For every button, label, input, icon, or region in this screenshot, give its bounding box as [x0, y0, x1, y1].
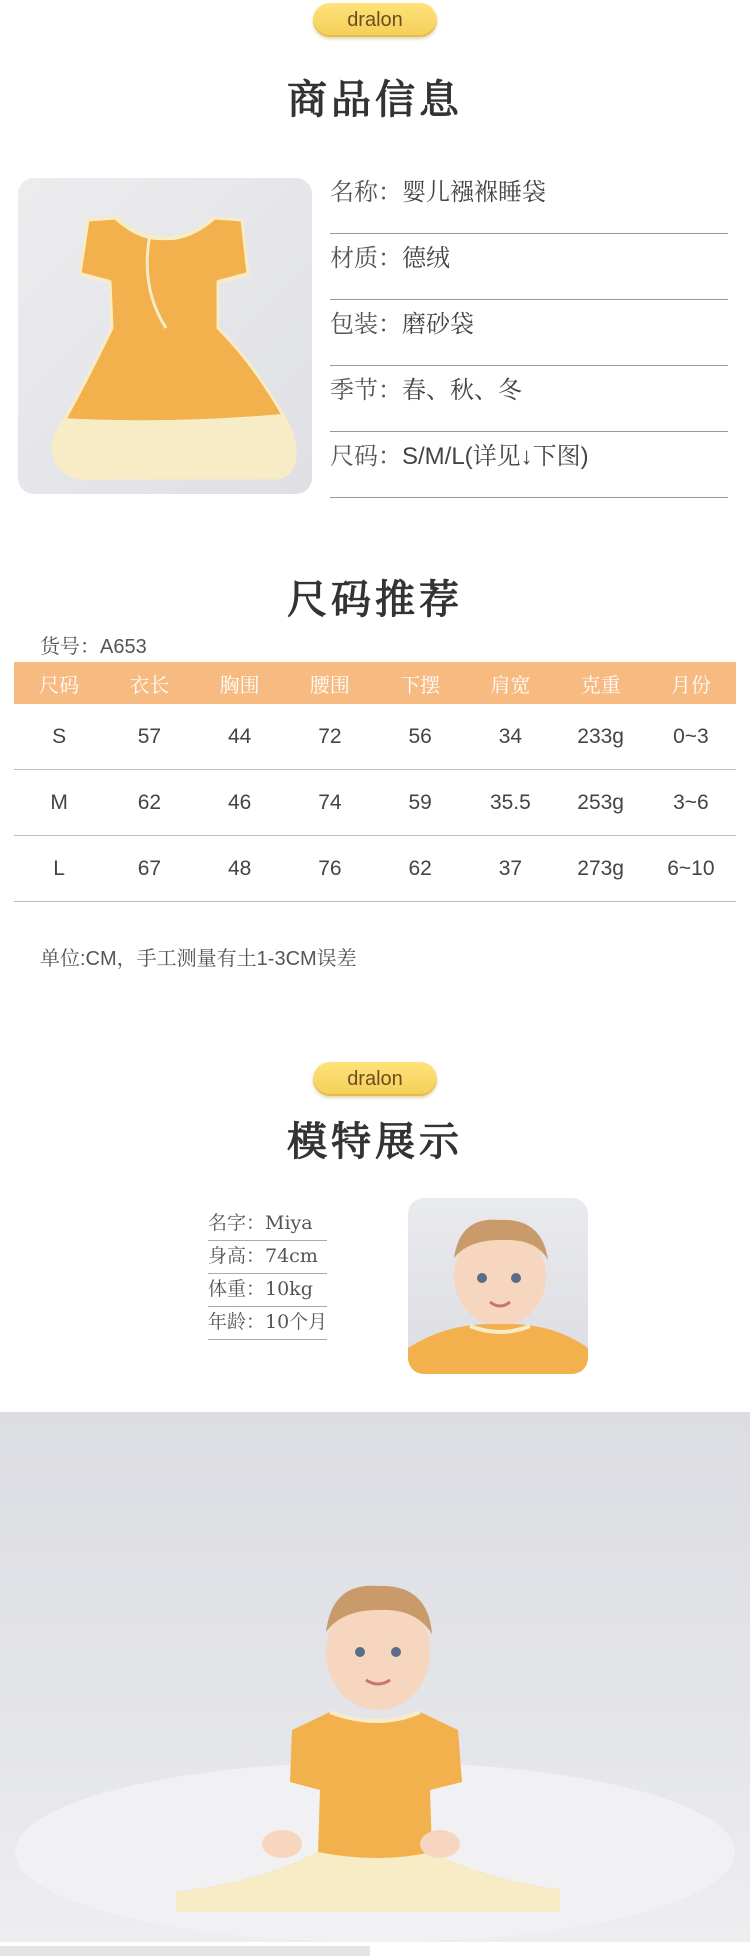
table-cell: 57 — [137, 724, 162, 748]
table-cell: 37 — [498, 856, 523, 880]
sleep-sack-illustration — [18, 178, 312, 494]
header-cell: 月份 — [670, 672, 711, 697]
table-cell: 72 — [318, 724, 342, 748]
info-row-name: 名称：婴儿襁褓睡袋 — [330, 168, 728, 234]
table-cell: M — [50, 790, 68, 814]
info-row-material: 材质：德绒 — [330, 234, 728, 300]
header-cell: 胸围 — [219, 672, 260, 697]
table-header — [14, 662, 736, 704]
table-cell: 62 — [408, 856, 432, 880]
brand-pill: dralon — [313, 1062, 437, 1096]
info-row-size: 尺码：S/M/L(详见↓下图) — [330, 432, 728, 498]
table-cell: 67 — [137, 856, 162, 880]
table-cell: 56 — [408, 724, 432, 748]
table-cell: 34 — [498, 724, 523, 748]
header-cell: 腰围 — [309, 672, 350, 697]
table-cell: 233g — [577, 724, 624, 748]
table-cell: 0~3 — [673, 724, 709, 748]
model-age: 年龄：10个月 — [208, 1307, 327, 1340]
section-title-model: 模特展示 — [287, 1118, 463, 1165]
table-cell: S — [52, 724, 67, 748]
table-cell: L — [53, 856, 65, 880]
model-full-photo — [0, 1412, 750, 1942]
brand-pill: dralon — [313, 3, 437, 37]
header-cell: 尺码 — [39, 672, 80, 697]
baby-in-sleep-sack-illustration — [0, 1412, 750, 1942]
table-row — [14, 836, 736, 902]
model-name: 名字：Miya — [208, 1208, 313, 1241]
table-cell: 35.5 — [489, 790, 531, 814]
baby-portrait-illustration — [408, 1198, 588, 1374]
table-cell: 59 — [408, 790, 432, 814]
header-cell: 克重 — [580, 672, 621, 697]
table-cell: 3~6 — [673, 790, 709, 814]
table-cell: 62 — [137, 790, 162, 814]
table-row — [14, 770, 736, 836]
model-weight: 体重：10kg — [208, 1274, 313, 1307]
info-row-season: 季节：春、秋、冬 — [330, 366, 728, 432]
table-cell: 44 — [227, 724, 252, 748]
table-cell: 46 — [227, 790, 252, 814]
model-info — [208, 1208, 327, 1340]
next-image-edge — [0, 1946, 370, 1956]
size-table — [14, 662, 736, 902]
table-cell: 273g — [577, 856, 624, 880]
info-row-package: 包装：磨砂袋 — [330, 300, 728, 366]
table-cell: 6~10 — [667, 856, 715, 880]
model-portrait — [408, 1198, 588, 1374]
unit-note: 单位:CM，手工测量有土1-3CM误差 — [40, 948, 357, 970]
table-cell: 74 — [318, 790, 342, 814]
table-cell: 76 — [318, 856, 342, 880]
section-title-size: 尺码推荐 — [287, 576, 463, 623]
header-cell: 衣长 — [129, 672, 170, 697]
table-row — [14, 704, 736, 770]
section-title-product: 商品信息 — [287, 76, 463, 123]
table-cell: 253g — [577, 790, 624, 814]
table-cell: 48 — [227, 856, 252, 880]
model-height: 身高：74cm — [208, 1241, 318, 1274]
product-image — [18, 178, 312, 494]
header-cell: 肩宽 — [490, 672, 531, 697]
sku-label: 货号：A653 — [40, 636, 147, 658]
header-cell: 下摆 — [400, 672, 441, 697]
